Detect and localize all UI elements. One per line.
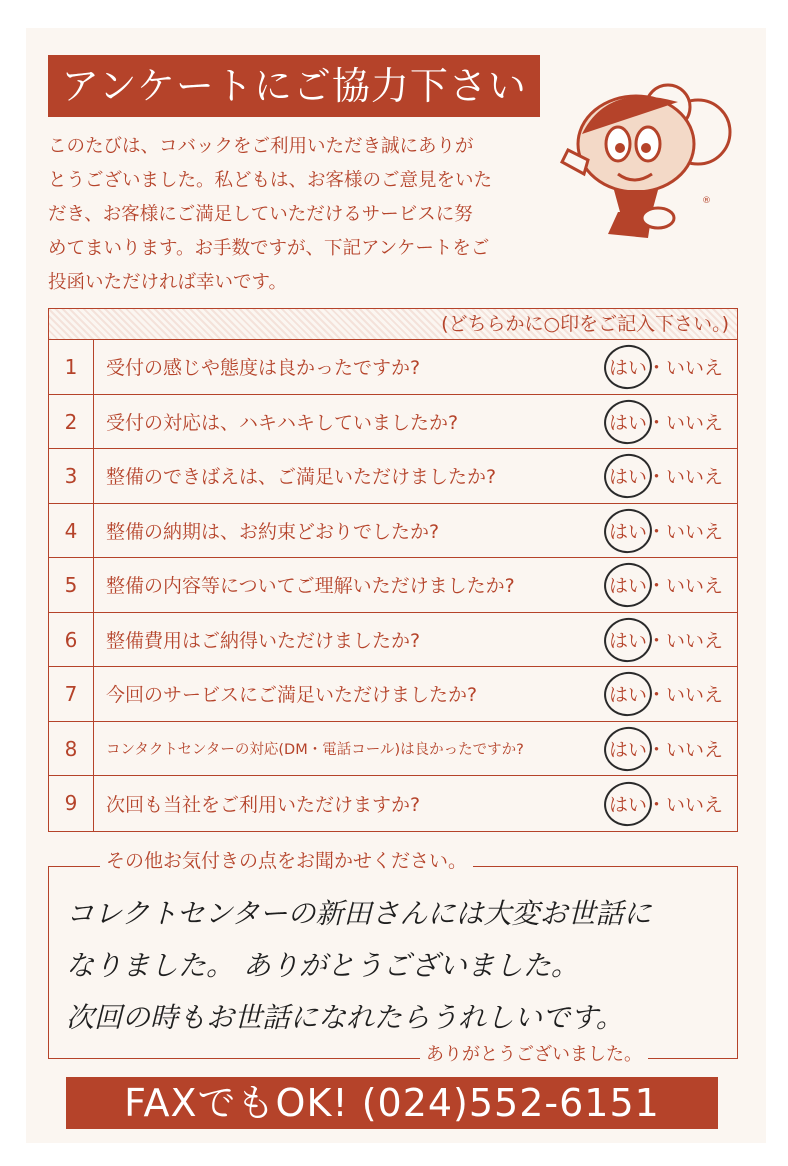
question-row: [49, 449, 737, 504]
answer-yes[interactable]: はい: [609, 353, 647, 380]
question-text: 整備の納期は、お約束どおりでしたか?: [106, 520, 440, 543]
question-row: [49, 340, 737, 395]
answer-options: はい・いいえ: [609, 517, 737, 544]
answer-options: はい・いいえ: [609, 353, 737, 380]
question-text: 次回も当社をご利用いただけますか?: [106, 793, 421, 816]
answer-options: はい・いいえ: [609, 680, 737, 707]
selection-circle: [601, 668, 656, 720]
question-row: [49, 395, 737, 450]
selection-circle: [601, 559, 656, 611]
question-text: 整備の内容等についてご理解いただけましたか?: [106, 575, 515, 598]
question-number: 8: [49, 722, 94, 776]
answer-yes[interactable]: はい: [609, 680, 647, 707]
question-text: 今回のサービスにご満足いただけましたか?: [106, 684, 478, 707]
question-text: 受付の対応は、ハキハキしていましたか?: [106, 411, 459, 434]
closing-thanks: ありがとうございました。: [420, 1040, 648, 1066]
question-text: 受付の感じや態度は良かったですか?: [106, 357, 421, 380]
question-row: [49, 504, 737, 559]
question-text: コンタクトセンターの対応(DM・電話コール)は良かったですか?: [106, 741, 524, 758]
answer-yes[interactable]: はい: [609, 626, 647, 653]
answer-yes[interactable]: はい: [609, 517, 647, 544]
answer-yes[interactable]: はい: [609, 462, 647, 489]
survey-instruction: (どちらかに○印をご記入下さい。): [49, 309, 737, 340]
selection-circle: [601, 450, 656, 502]
answer-yes[interactable]: はい: [609, 790, 647, 817]
question-number: 4: [49, 504, 94, 558]
question-number: 6: [49, 613, 94, 667]
answer-options: はい・いいえ: [609, 790, 737, 817]
answer-options: はい・いいえ: [609, 462, 737, 489]
survey-table: [48, 308, 738, 832]
answer-no[interactable]: いいえ: [666, 575, 724, 598]
answer-yes[interactable]: はい: [609, 571, 647, 598]
answer-no[interactable]: いいえ: [666, 411, 724, 434]
mascot-character-icon: [548, 62, 738, 252]
question-text: 整備費用はご納得いただけましたか?: [106, 629, 421, 652]
fax-banner: FAXでもOK! (024)552-6151: [66, 1077, 718, 1129]
answer-no[interactable]: いいえ: [666, 520, 724, 543]
registered-mark: ®: [702, 196, 711, 206]
answer-no[interactable]: いいえ: [666, 738, 724, 761]
question-number: 3: [49, 449, 94, 503]
selection-circle: [601, 341, 656, 393]
answer-options: はい・いいえ: [609, 626, 737, 653]
question-number: 7: [49, 667, 94, 721]
page-title: アンケートにご協力下さい: [48, 55, 540, 117]
selection-circle: [601, 505, 656, 557]
answer-no[interactable]: いいえ: [666, 466, 724, 489]
question-row: [49, 558, 737, 613]
handwritten-comment: コレクトセンターの新田さんには大変お世話に なりました。 ありがとうございました。 次回の時もお世話になれたらうれしいです。: [66, 897, 652, 1034]
answer-options: はい・いいえ: [609, 735, 737, 762]
question-row: [49, 722, 737, 777]
selection-circle: [601, 778, 656, 830]
question-number: 5: [49, 558, 94, 612]
question-number: 2: [49, 395, 94, 449]
question-text: 整備のできばえは、ご満足いただけましたか?: [106, 466, 497, 489]
answer-yes[interactable]: はい: [609, 735, 647, 762]
intro-text: このたびは、コバックをご利用いただき誠にありが とうございました。私どもは、お客様のご意見をいた だき、お客様にご満足していただけるサービスに努 めてまいります。お手数ですが、下記アンケートをご 投函いただければ幸いです。: [48, 136, 493, 293]
selection-circle: [601, 614, 656, 666]
comments-title: その他お気付きの点をお聞かせください。: [100, 846, 473, 873]
selection-circle: [601, 723, 656, 775]
question-number: 1: [49, 340, 94, 394]
question-row: [49, 613, 737, 668]
question-row: [49, 776, 737, 831]
question-row: [49, 667, 737, 722]
answer-no[interactable]: いいえ: [666, 357, 724, 380]
answer-options: はい・いいえ: [609, 408, 737, 435]
answer-options: はい・いいえ: [609, 571, 737, 598]
answer-yes[interactable]: はい: [609, 408, 647, 435]
question-number: 9: [49, 776, 94, 831]
answer-no[interactable]: いいえ: [666, 629, 724, 652]
answer-no[interactable]: いいえ: [666, 793, 724, 816]
selection-circle: [601, 396, 656, 448]
answer-no[interactable]: いいえ: [666, 684, 724, 707]
